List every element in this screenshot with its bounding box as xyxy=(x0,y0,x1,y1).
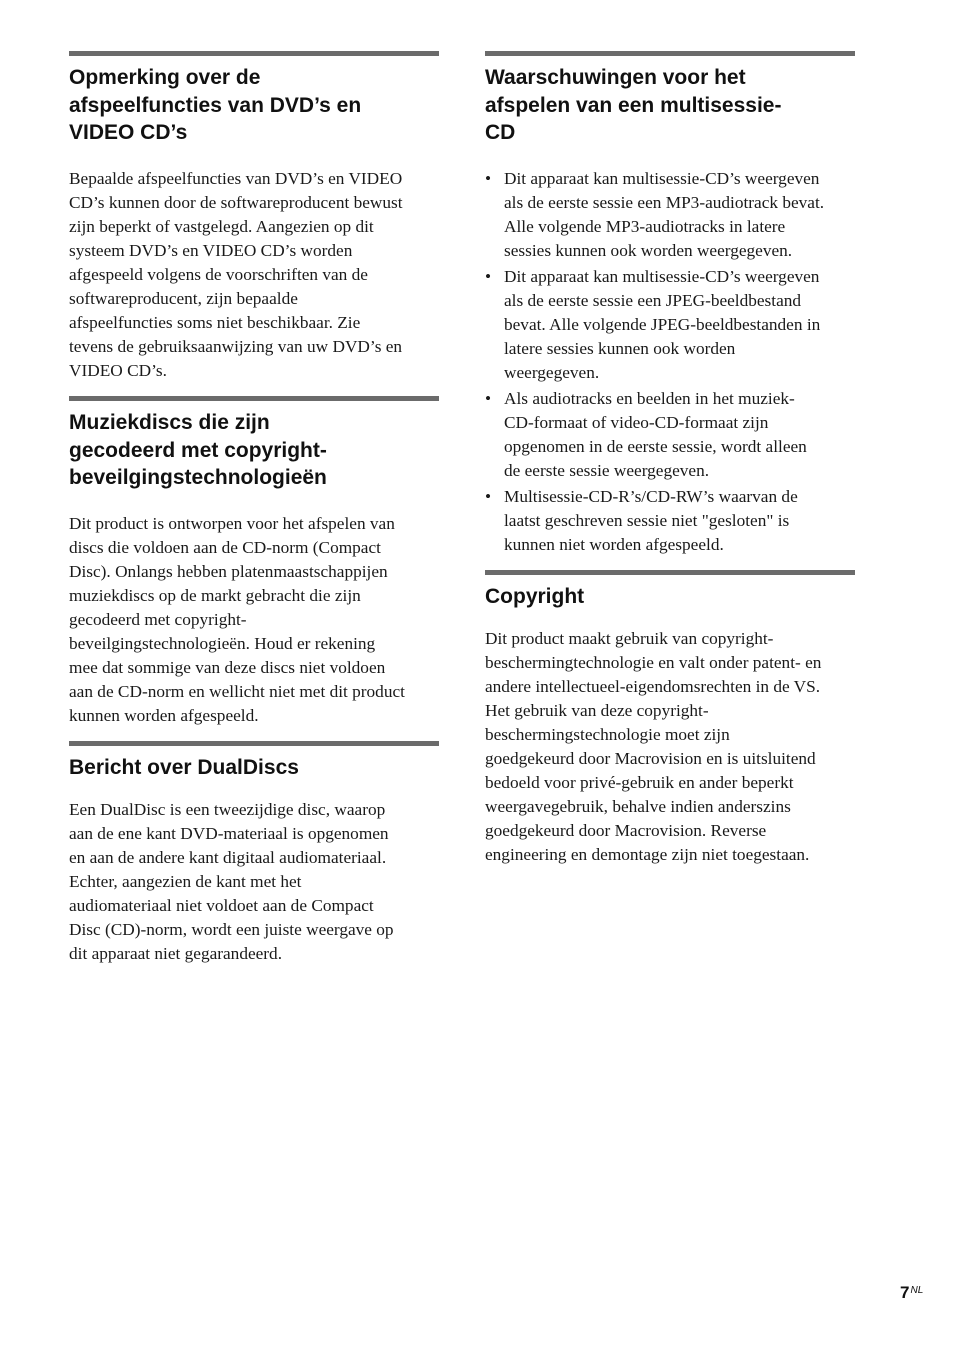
heading-line: gecodeerd met copyright- xyxy=(69,438,327,462)
body-line: de eerste sessie weergegeven. xyxy=(504,460,710,480)
body-line: Dit product is ontworpen voor het afspelen van xyxy=(69,513,395,533)
body-line: weergavegebruik, behalve indien anderszins xyxy=(485,796,791,816)
body-line: opgenomen in de eerste sessie, wordt alleen xyxy=(504,436,807,456)
body-line: beschermingtechnologie en valt onder patent- en xyxy=(485,652,822,672)
body-line: sessies kunnen ook worden weergegeven. xyxy=(504,240,793,260)
heading-line: VIDEO CD’s xyxy=(69,121,188,144)
body-line: bevat. Alle volgende JPEG-beeldbestanden in xyxy=(504,314,821,334)
body-line: afspeelfuncties soms niet beschikbaar. Zie xyxy=(69,312,361,332)
body-line: systeem DVD’s en VIDEO CD’s worden xyxy=(69,240,353,260)
heading-line: Copyright xyxy=(485,585,585,608)
body-line: Alle volgende MP3-audiotracks in latere xyxy=(504,216,786,236)
body-line: discs die voldoen aan de CD-norm (Compact xyxy=(69,537,381,557)
body-line: latere sessies kunnen ook worden xyxy=(504,338,736,358)
heading-line: CD xyxy=(485,121,516,144)
heading-line: Muziekdiscs die zijn xyxy=(69,411,270,434)
body-line: Disc (CD)-norm, wordt een juiste weergave op xyxy=(69,919,394,939)
section-heading xyxy=(69,754,439,782)
body-line: Multisessie-CD-R’s/CD-RW’s waarvan de xyxy=(504,486,798,506)
section-heading xyxy=(69,409,439,492)
body-line: tevens de gebruiksaanwijzing van uw DVD’s en xyxy=(69,336,403,356)
body-line: CD’s kunnen door de softwareproducent bewust xyxy=(69,192,403,212)
body-line: goedgekeurd door Macrovision. Reverse xyxy=(485,820,767,840)
body-line: aan de ene kant DVD-materiaal is opgenomen xyxy=(69,823,389,843)
body-line: VIDEO CD’s. xyxy=(69,360,167,380)
body-line: dit apparaat niet gegarandeerd. xyxy=(69,943,283,963)
heading-line: Bericht over DualDiscs xyxy=(69,756,299,779)
section-dvd-note xyxy=(69,51,439,383)
bullet-list xyxy=(485,167,855,557)
body-line: Als audiotracks en beelden in het muziek- xyxy=(504,388,795,408)
section-multisession xyxy=(485,51,855,557)
body-line: andere intellectueel-eigendomsrechten in de VS. xyxy=(485,676,821,696)
body-line: weergegeven. xyxy=(504,362,600,382)
section-copyright xyxy=(485,570,855,867)
body-line: bedoeld voor privé-gebruik en ander beperkt xyxy=(485,772,794,792)
list-item xyxy=(485,485,855,557)
body-line: muziekdiscs op de markt gebracht die zijn xyxy=(69,585,361,605)
body-line: gecodeerd met copyright- xyxy=(69,609,247,629)
body-line: Disc). Onlangs hebben platenmaastschappijen xyxy=(69,561,388,581)
bullet-icon: • xyxy=(485,266,492,286)
body-line: Echter, aangezien de kant met het xyxy=(69,871,302,891)
section-body xyxy=(485,627,855,867)
body-line: en aan de andere kant digitaal audiomateriaal. xyxy=(69,847,387,867)
body-line: audiomateriaal niet voldoet aan de Compact xyxy=(69,895,374,915)
body-line: laatst geschreven sessie niet "gesloten" is xyxy=(504,510,790,530)
list-item xyxy=(485,167,855,263)
heading-line: beveilgingstechnologieën xyxy=(69,466,327,489)
body-line: beschermingstechnologie moet zijn xyxy=(485,724,730,744)
page-number xyxy=(900,1283,923,1303)
heading-line: Opmerking over de xyxy=(69,66,261,89)
body-line: CD-formaat of video-CD-formaat zijn xyxy=(504,412,769,432)
bullet-icon: • xyxy=(485,168,492,188)
section-heading xyxy=(69,64,439,147)
heading-line: afspeelfuncties van DVD’s en xyxy=(69,93,362,117)
section-heading xyxy=(485,583,855,611)
body-line: als de eerste sessie een JPEG-beeldbestand xyxy=(504,290,802,310)
list-item xyxy=(485,265,855,385)
page-number-value: 7 xyxy=(900,1283,910,1302)
body-line: zijn beperkt of vastgelegd. Aangezien op dit xyxy=(69,216,374,236)
body-line: kunnen worden afgespeeld. xyxy=(69,705,259,725)
section-copyright-discs xyxy=(69,396,439,728)
heading-line: afspelen van een multisessie- xyxy=(485,93,782,117)
body-line: als de eerste sessie een MP3-audiotrack bevat. xyxy=(504,192,825,212)
section-body xyxy=(69,798,439,966)
section-body xyxy=(69,512,439,728)
page-language-suffix: NL xyxy=(910,1285,924,1296)
heading-line: Waarschuwingen voor het xyxy=(485,66,746,89)
body-line: Een DualDisc is een tweezijdige disc, waarop xyxy=(69,799,386,819)
body-line: Het gebruik van deze copyright- xyxy=(485,700,709,720)
body-line: goedgekeurd door Macrovision en is uitsluitend xyxy=(485,748,816,768)
body-line: Dit apparaat kan multisessie-CD’s weergeven xyxy=(504,266,820,286)
list-item xyxy=(485,387,855,483)
body-line: aan de CD-norm en wellicht niet met dit product xyxy=(69,681,405,701)
body-line: engineering en demontage zijn niet toegestaan. xyxy=(485,844,810,864)
section-heading xyxy=(485,64,855,147)
bullet-icon: • xyxy=(485,486,492,506)
bullet-icon: • xyxy=(485,388,492,408)
body-line: Dit product maakt gebruik van copyright- xyxy=(485,628,774,648)
body-line: kunnen niet worden afgespeeld. xyxy=(504,534,724,554)
body-line: mee dat sommige van deze discs niet voldoen xyxy=(69,657,386,677)
body-line: Bepaalde afspeelfuncties van DVD’s en VIDEO xyxy=(69,168,403,188)
body-line: beveilgingstechnologieën. Houd er rekening xyxy=(69,633,376,653)
body-line: Dit apparaat kan multisessie-CD’s weergeven xyxy=(504,168,820,188)
section-dualdiscs xyxy=(69,741,439,966)
section-body xyxy=(69,167,439,383)
body-line: softwareproducent, zijn bepaalde xyxy=(69,288,298,308)
body-line: afgespeeld volgens de voorschriften van de xyxy=(69,264,368,284)
